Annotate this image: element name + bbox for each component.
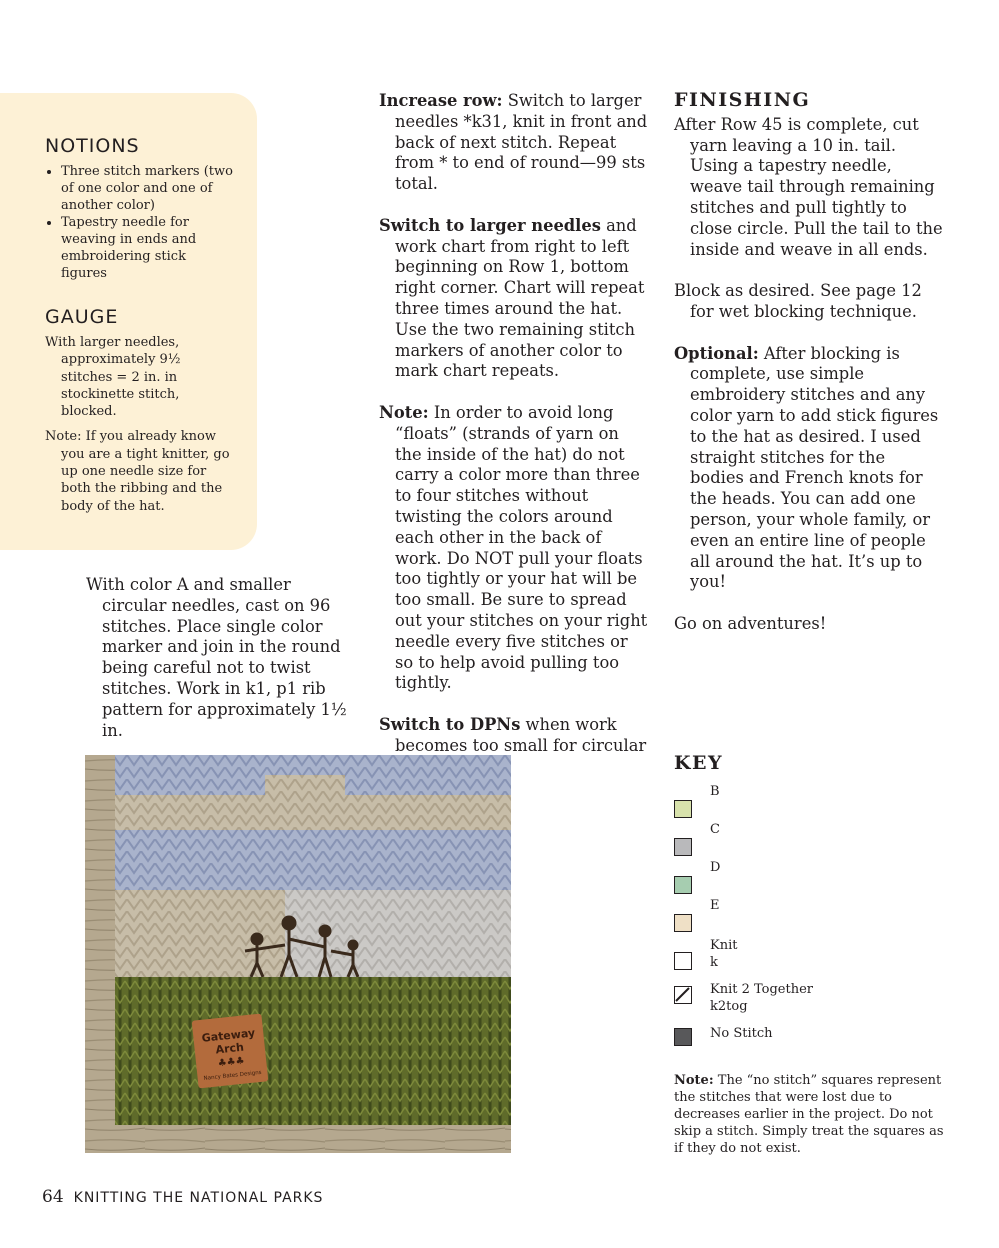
dpns-label: Switch to DPNs xyxy=(379,714,521,734)
larger-needles-text: and work chart from right to left beginning on Row 1, bottom right corner. Chart will repeat three times around the hat. Use the two remaining stitch markers of another color to mark chart repeats. xyxy=(395,215,645,381)
key-note xyxy=(674,1072,949,1157)
notions-heading: NOTIONS xyxy=(45,135,140,157)
cast-on-paragraph: With color A and smaller circular needles, cast on 96 stitches. Place single color marker and join in the round being careful not to twist stitches. Work in k1, p1 rib pattern for approximately 1½ in. xyxy=(86,575,347,740)
key-label: Knit xyxy=(710,938,738,953)
optional-paragraph xyxy=(674,344,944,594)
gauge-note: Note: If you already know you are a tight knitter, go up one needle size for both the ribbing and the body of the hat. xyxy=(45,429,230,514)
optional-text: After blocking is complete, use simple embroidery stitches and any color yarn to add stick figures to the hat as desired. I used straight stitches for the bodies and French knots for the heads. You can add one person, your whole family, or even an entire line of people all around the hat. It’s up to you! xyxy=(690,343,939,592)
floats-note-text: In order to avoid long “floats” (strands of yarn on the inside of the hat) do not carry a color more than three to four stitches without twisting the colors around each other in the back of work. Do NOT pull your floats too tightly or your hat will be too small. Be sure to spread out your stitches on your right needle every five stitches or so to help avoid pulling too tightly. xyxy=(395,402,648,693)
key-item xyxy=(674,824,944,862)
tag-line-1: Gateway xyxy=(201,1026,256,1045)
notions-item: • Tapestry needle for weaving in ends and embroidering stick figures xyxy=(61,214,235,282)
finishing-heading: FINISHING xyxy=(674,89,811,111)
key-item xyxy=(674,982,944,1028)
increase-row-text: Switch to larger needles *k31, knit in front and back of next stitch. Repeat from * to end of round—99 sts total. xyxy=(395,91,648,194)
blocking-paragraph: Block as desired. See page 12 for wet blocking technique. xyxy=(674,281,922,321)
color-key xyxy=(674,752,944,1066)
swatch-c xyxy=(674,838,692,856)
finishing-paragraph: After Row 45 is complete, cut yarn leaving a 10 in. tail. Using a tapestry needle, weave tail through remaining stitches and pull tightly to close circle. Pull the tail to the inside and weave in all ends. xyxy=(674,114,943,259)
key-label: C xyxy=(710,822,720,837)
key-item xyxy=(674,1028,944,1066)
gauge-heading: GAUGE xyxy=(45,306,119,328)
hat-photo xyxy=(85,755,511,1153)
notions-item: • Three stitch markers (two of one color and one of another color) xyxy=(61,163,235,214)
key-label: Knit 2 Together xyxy=(710,982,814,997)
key-item xyxy=(674,786,944,824)
closing-paragraph: Go on adventures! xyxy=(674,613,827,633)
tag-line-3: Nancy Bates Designs xyxy=(203,1069,262,1082)
swatch-e xyxy=(674,914,692,932)
cast-on-instructions xyxy=(86,575,351,762)
key-label-group xyxy=(710,938,737,971)
book-title: KNITTING THE NATIONAL PARKS xyxy=(73,1190,324,1206)
dpns-text: when work becomes too small for circular xyxy=(395,714,647,755)
notions-list xyxy=(45,163,235,282)
swatch-d xyxy=(674,876,692,894)
increase-row-label: Increase row: xyxy=(379,91,503,110)
larger-needles-paragraph xyxy=(379,216,649,382)
swatch-b xyxy=(674,800,692,818)
right-column xyxy=(674,90,944,656)
leather-tag xyxy=(192,1014,269,1089)
page-footer xyxy=(42,1187,323,1207)
key-label: E xyxy=(710,898,720,913)
increase-row-paragraph xyxy=(379,91,649,195)
key-note-text: The “no stitch” squares represent the stitches that were lost due to decreases earlier in the project. Do not skip a stitch. Simply treat the squares as if they do not exist. xyxy=(674,1073,944,1156)
optional-label: Optional: xyxy=(674,343,759,363)
larger-needles-label: Switch to larger needles xyxy=(379,215,601,235)
tag-line-2: Arch xyxy=(214,1040,245,1057)
floats-note-paragraph xyxy=(379,403,649,694)
tree-icon: ♣♣♣ xyxy=(217,1055,246,1070)
key-label-group xyxy=(710,982,813,1015)
key-label: D xyxy=(710,860,721,875)
middle-column xyxy=(379,91,649,798)
notions-sidebar xyxy=(0,93,257,550)
key-label: No Stitch xyxy=(710,1026,773,1041)
floats-note-label: Note: xyxy=(379,402,429,422)
page-number: 64 xyxy=(42,1187,64,1207)
key-sublabel: k xyxy=(710,954,718,970)
swatch-no-stitch xyxy=(674,1028,692,1046)
key-item xyxy=(674,900,944,938)
key-note-label: Note: xyxy=(674,1073,714,1088)
key-item xyxy=(674,938,944,982)
key-label: B xyxy=(710,784,720,799)
gauge-text: With larger needles, approximately 9½ stitches = 2 in. in stockinette stitch, blocked. xyxy=(45,335,181,420)
key-heading: KEY xyxy=(674,752,724,774)
key-sublabel: k2tog xyxy=(710,998,748,1014)
key-item xyxy=(674,862,944,900)
k2tog-icon xyxy=(674,986,692,1004)
swatch-knit xyxy=(674,952,692,970)
